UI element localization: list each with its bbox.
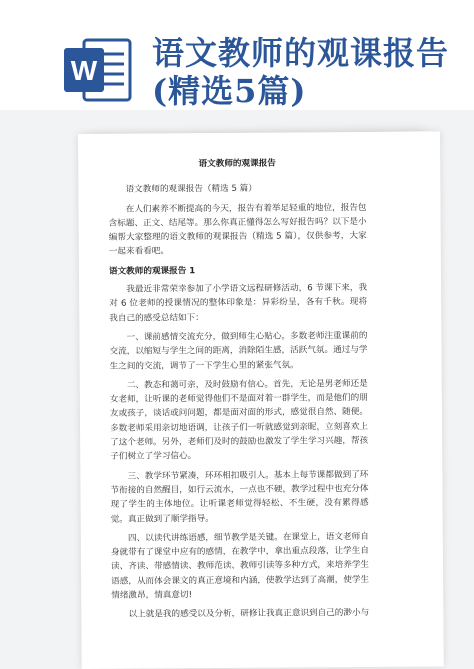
intro-paragraph: 在人们素养不断提高的今天，报告有着举足轻重的地位，报告包含标题、正文、结尾等。那么你真正懂得怎么写好报告吗？以下是小编帮大家整理的语文教师的观课报告（精选 5 篇），仅供参考，大家一起来看看吧。 xyxy=(108,202,367,258)
document-body xyxy=(108,156,369,627)
body-paragraph: 以上就是我的感受以及分析，研修让我真正意识到自己的渺小与 xyxy=(128,608,370,620)
document-title: 语文教师的观课报告 xyxy=(198,158,276,170)
header-banner xyxy=(0,0,474,110)
body-paragraph: 三、教学环节紧凑，环环相扣吸引人。基本上每节课都做到了环节衔接的自然醒目，如行云流水，一点也不硬，教学过程中也充分体现了学生的主体地位。让听课老师觉得轻松、不生硬，没有累得感觉。真正做到了顺学指导。 xyxy=(110,469,369,525)
word-document-icon xyxy=(62,34,134,106)
body-paragraph: 二、教态和蔼可亲，及时鼓励有信心。首先，无论是男老师还是女老师，让听课的老师觉得他们不是面对着一群学生，而是他们的朋友或孩子，谈话或问问题，都是面对面的形式，感觉很自然、随便。多数老师采用亲切地语调，让孩子们一听就感觉到亲昵，立刻喜欢上了这个老师。另外，老师们及时的鼓励也激发了学生学习兴趣，帮孩子们树立了学习信心。 xyxy=(109,378,369,463)
body-paragraph: 四、以读代讲练语感，细节教学是关键。在课堂上，语文老师自身就带有了课堂中应有的感情，在教学中，拿出重点段落，让学生自读、齐读、带感情读、教师范读、教师引读等多种方式，来培养学生语感，从而体会课文的真正意境和内涵，使教学达到了高潮，使学生情绪激昂，情真意切! xyxy=(110,531,370,601)
section-heading: 语文教师的观课报告 1 xyxy=(108,265,196,277)
document-page xyxy=(78,131,444,669)
document-subtitle: 语文教师的观课报告（精选 5 篇） xyxy=(125,184,257,195)
body-paragraph: 我最近非常荣幸参加了小学语文远程研修活动，6 节课下来，我对 6 位老师的授课情况的整体印象是：异彩纷呈，各有千秋。现将我自己的感受总结如下： xyxy=(109,283,368,324)
word-icon-letter: W xyxy=(70,55,98,86)
body-paragraph: 一、课前感情交流充分，做到师生心贴心。多数老师注重课前的交流，以缩短与学生之间的距离，消除陌生感，活跃气氛。通过与学生之间的交流，调节了一下学生心里的紧张气氛。 xyxy=(109,330,368,372)
page-title: 语文教师的观课报告(精选5篇) xyxy=(152,34,450,110)
